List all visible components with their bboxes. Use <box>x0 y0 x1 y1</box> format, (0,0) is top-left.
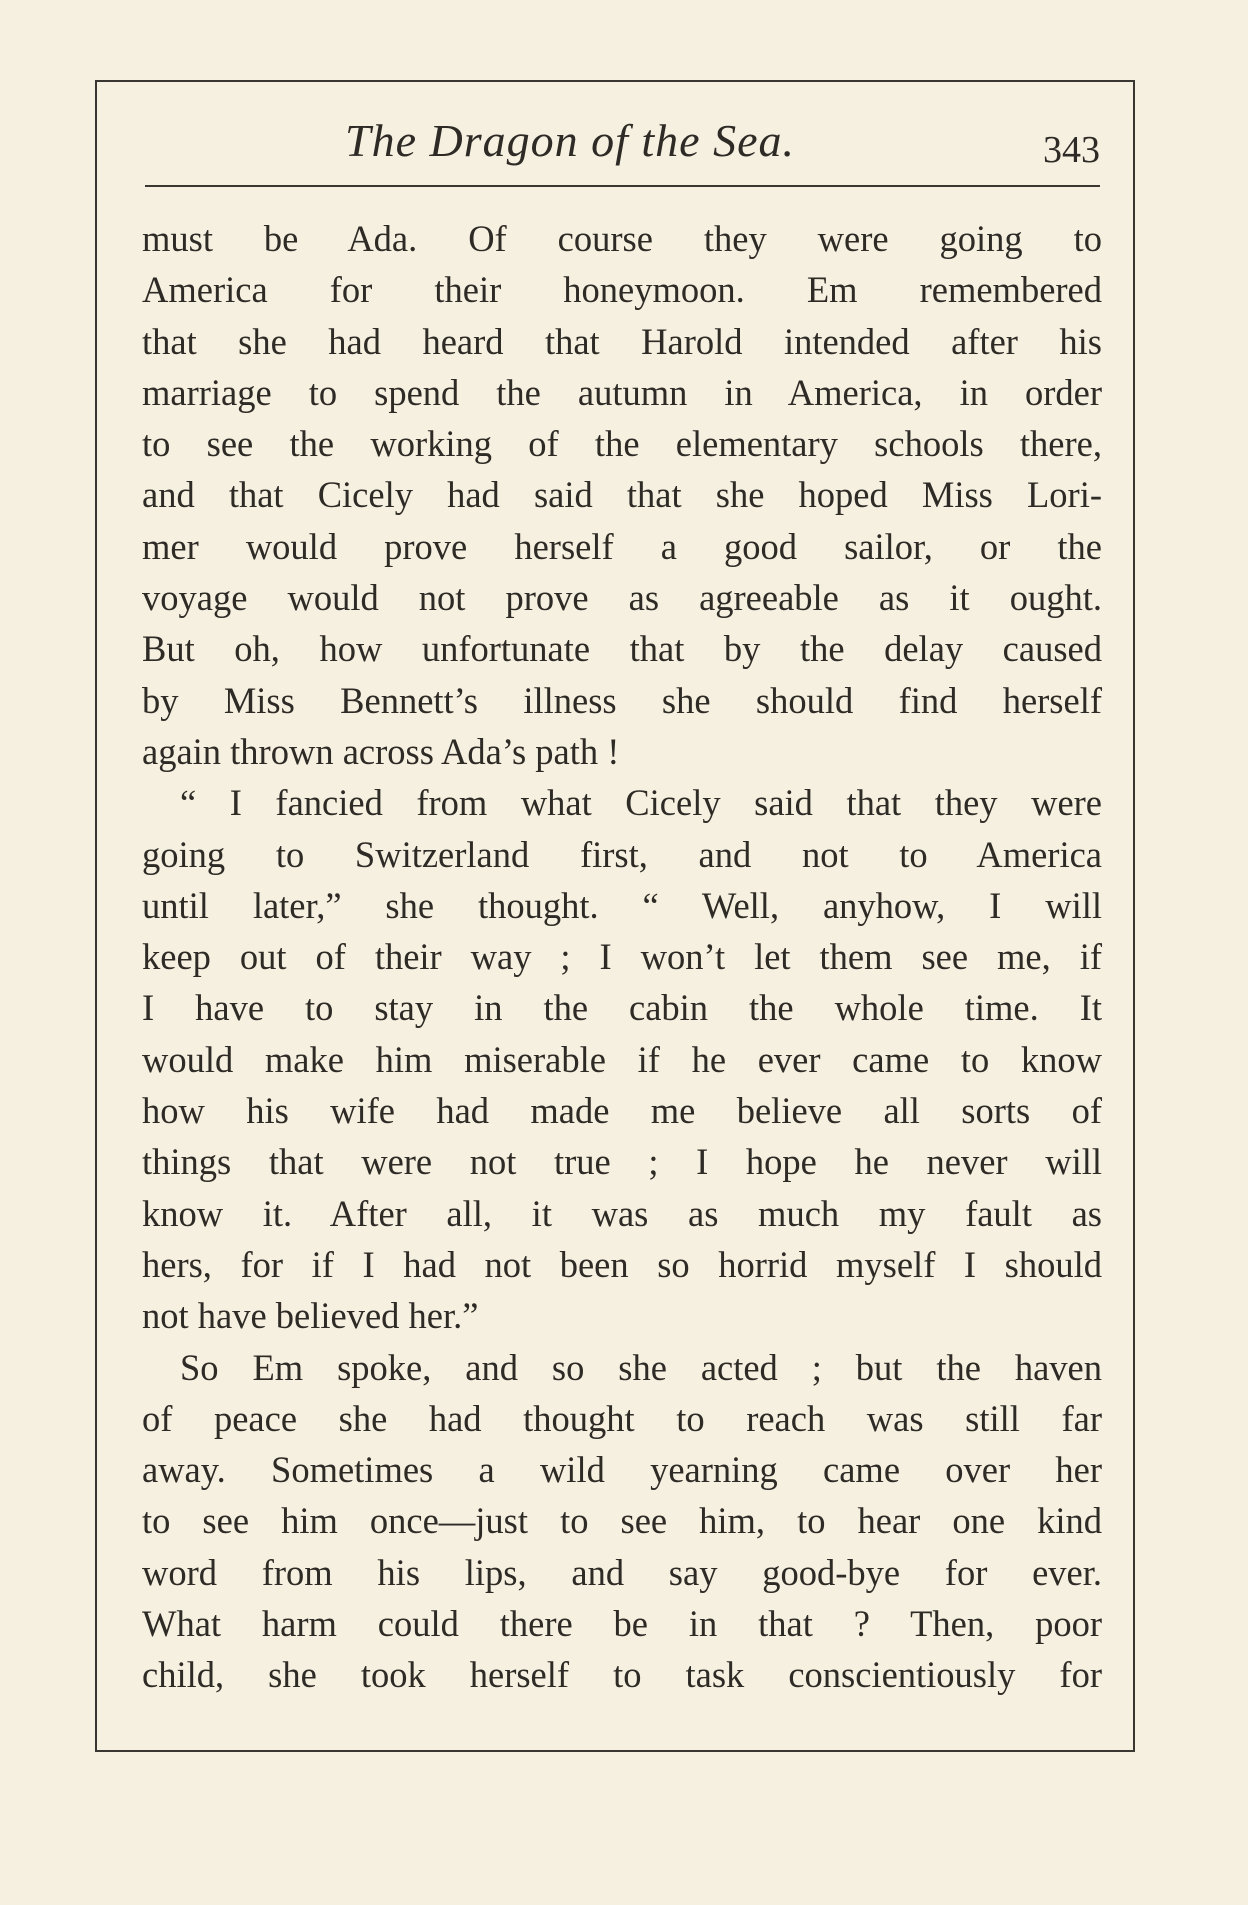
text-line: of peace she had thought to reach was still far <box>142 1397 1102 1439</box>
text-line: child, she took herself to task conscientiously for <box>142 1654 1102 1696</box>
text-line: away. Sometimes a wild yearning came over her <box>142 1449 1102 1491</box>
text-line: how his wife had made me believe all sorts of <box>142 1090 1102 1132</box>
text-line: word from his lips, and say good-bye for ever. <box>142 1551 1102 1593</box>
text-line: until later,” she thought. “ Well, anyhow, I will <box>142 884 1102 926</box>
text-line: America for their honeymoon. Em remembered <box>142 269 1102 311</box>
text-line-paragraph-end: again thrown across Ada’s path ! <box>142 730 620 772</box>
text-line: I have to stay in the cabin the whole time. It <box>142 987 1102 1029</box>
body-text <box>142 213 1102 1701</box>
text-line: voyage would not prove as agreeable as it ought. <box>142 577 1102 619</box>
text-line: to see him once—just to see him, to hear one kind <box>142 1500 1102 1542</box>
text-line: know it. After all, it was as much my fault as <box>142 1192 1102 1234</box>
text-line: by Miss Bennett’s illness she should find herself <box>142 679 1102 721</box>
running-title: The Dragon of the Sea. <box>345 115 796 166</box>
text-line: and that Cicely had said that she hoped Miss Lori- <box>142 474 1102 516</box>
text-line: things that were not true ; I hope he never will <box>142 1141 1102 1183</box>
text-line: marriage to spend the autumn in America, in order <box>142 371 1102 413</box>
text-line-paragraph-end: not have believed her.” <box>142 1295 479 1337</box>
text-line-paragraph-start: “ I fancied from what Cicely said that they were <box>180 782 1102 824</box>
text-line: would make him miserable if he ever came to know <box>142 1038 1102 1080</box>
text-line: keep out of their way ; I won’t let them see me, if <box>142 936 1102 978</box>
running-head <box>145 108 1100 188</box>
header-rule <box>145 185 1100 187</box>
text-line: mer would prove herself a good sailor, or the <box>142 525 1102 567</box>
text-line: to see the working of the elementary schools there, <box>142 423 1102 465</box>
text-line: hers, for if I had not been so horrid myself I should <box>142 1243 1102 1285</box>
page-number: 343 <box>1043 129 1100 171</box>
text-line-paragraph-start: So Em spoke, and so she acted ; but the haven <box>180 1346 1102 1388</box>
text-line: But oh, how unfortunate that by the delay caused <box>142 628 1102 670</box>
text-line: going to Switzerland first, and not to America <box>142 833 1102 875</box>
text-line: What harm could there be in that ? Then, poor <box>142 1603 1102 1645</box>
text-line: that she had heard that Harold intended after his <box>142 320 1102 362</box>
text-line: must be Ada. Of course they were going to <box>142 218 1102 259</box>
